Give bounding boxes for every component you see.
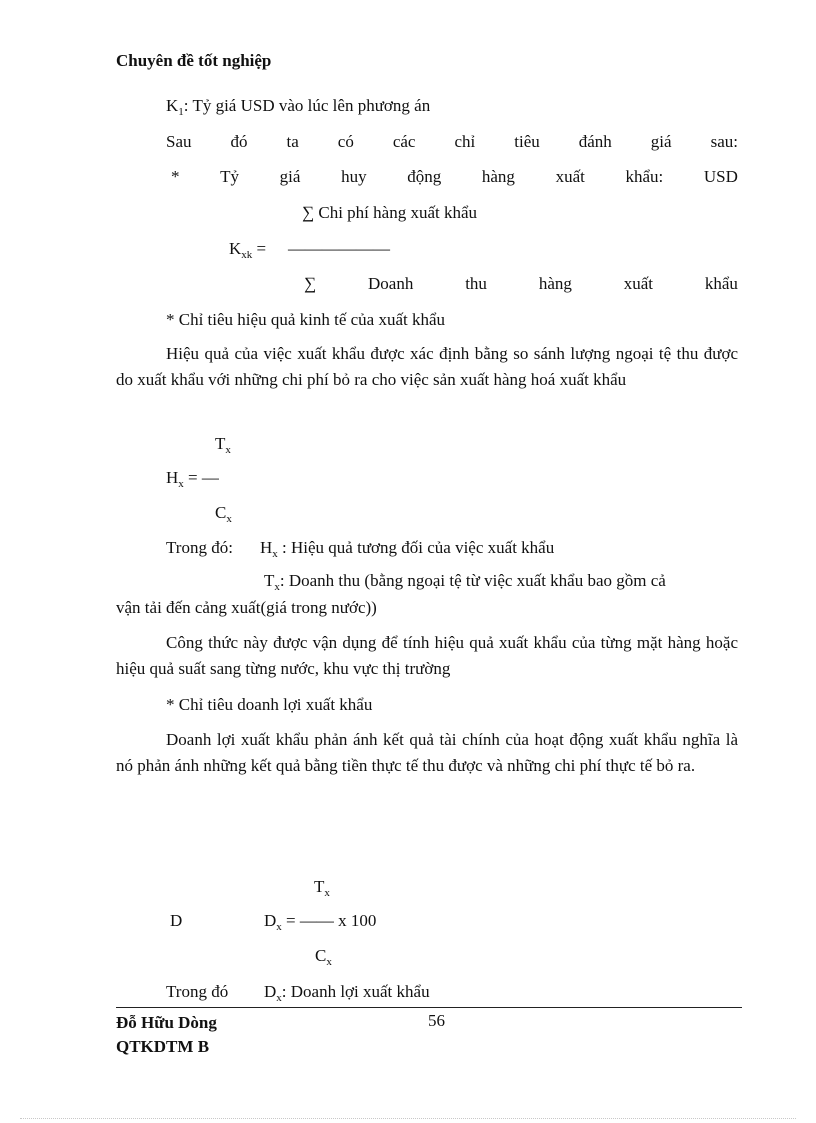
hx-numerator: $T_x$ — [215, 434, 231, 456]
dx-equation: $D_x$ = —— x 100 — [264, 911, 377, 933]
footer-class: QTKDTM B — [116, 1037, 210, 1056]
tx-definition: $T_x$: Doanh thu (bằng ngoại tệ từ việc xuất khẩu bao gồm cả — [264, 571, 666, 593]
paragraph-cong-thuc: Công thức này được vận dụng để tính hiệu quả xuất khẩu của từng mặt hàng hoặc hiệu quả suất sang từng nước, khu vực thị trường — [116, 633, 738, 678]
hx-denominator: $C_x$ — [215, 503, 232, 525]
dx-left-label: D — [170, 911, 183, 930]
dx-numerator: $T_x$ — [314, 877, 330, 899]
kxk-fraction-bar: —————— — [288, 239, 390, 258]
trong-do-label-2: Trong đó — [166, 982, 229, 1001]
paragraph-hieu-qua: Hiệu quả của việc xuất khẩu được xác định bằng so sánh lượng ngoại tệ thu được do xuất khẩu với những chi phí bỏ ra cho việc sản xuất hàng hoá xuất khẩu — [116, 344, 738, 389]
kxk-denominator: ∑ Doanh thu hàng xuất khẩu — [304, 274, 738, 293]
footer-divider — [116, 1007, 742, 1008]
dx-definition: $D_x$: Doanh lợi xuất khẩu — [264, 982, 430, 1004]
ty-gia-line: * Tỷ giá huy động hàng xuất khẩu: USD — [171, 167, 738, 186]
trong-do-label-1: Trong đó: — [166, 538, 233, 557]
heading-hieu-qua: * Chỉ tiêu hiệu quả kinh tế của xuất khẩu — [166, 310, 446, 329]
hx-definition: $H_x$ : Hiệu quả tương đối của việc xuất khẩu — [260, 538, 555, 560]
kxk-numerator: ∑ Chi phí hàng xuất khẩu — [302, 203, 478, 222]
page-bottom-edge — [20, 1118, 796, 1119]
paragraph-doanh-loi: Doanh lợi xuất khẩu phản ánh kết quả tài chính của hoạt động xuất khẩu nghĩa là nó phản ánh những kết quả bằng tiền thực tế thu được và những chi phí thực tế bỏ ra. — [116, 730, 738, 775]
kxk-lhs: $K_{xk}$ = — [229, 239, 267, 261]
heading-doanh-loi: * Chỉ tiêu doanh lợi xuất khẩu — [166, 695, 373, 714]
dx-denominator: $C_x$ — [315, 946, 332, 968]
footer-author: Đỗ Hữu Dòng — [116, 1013, 217, 1032]
tx-definition-continued: vận tải đến cảng xuất(giá trong nước)) — [116, 598, 377, 617]
sau-do-line: Sau đó ta có các chỉ tiêu đánh giá sau: — [166, 132, 738, 151]
page-number: 56 — [428, 1011, 445, 1030]
hx-lhs: $H_x$ = — — [166, 468, 219, 490]
page-header-title: Chuyên đề tốt nghiệp — [116, 51, 272, 70]
k1-definition: $K_1$: Tỷ giá USD vào lúc lên phương án — [166, 96, 431, 118]
